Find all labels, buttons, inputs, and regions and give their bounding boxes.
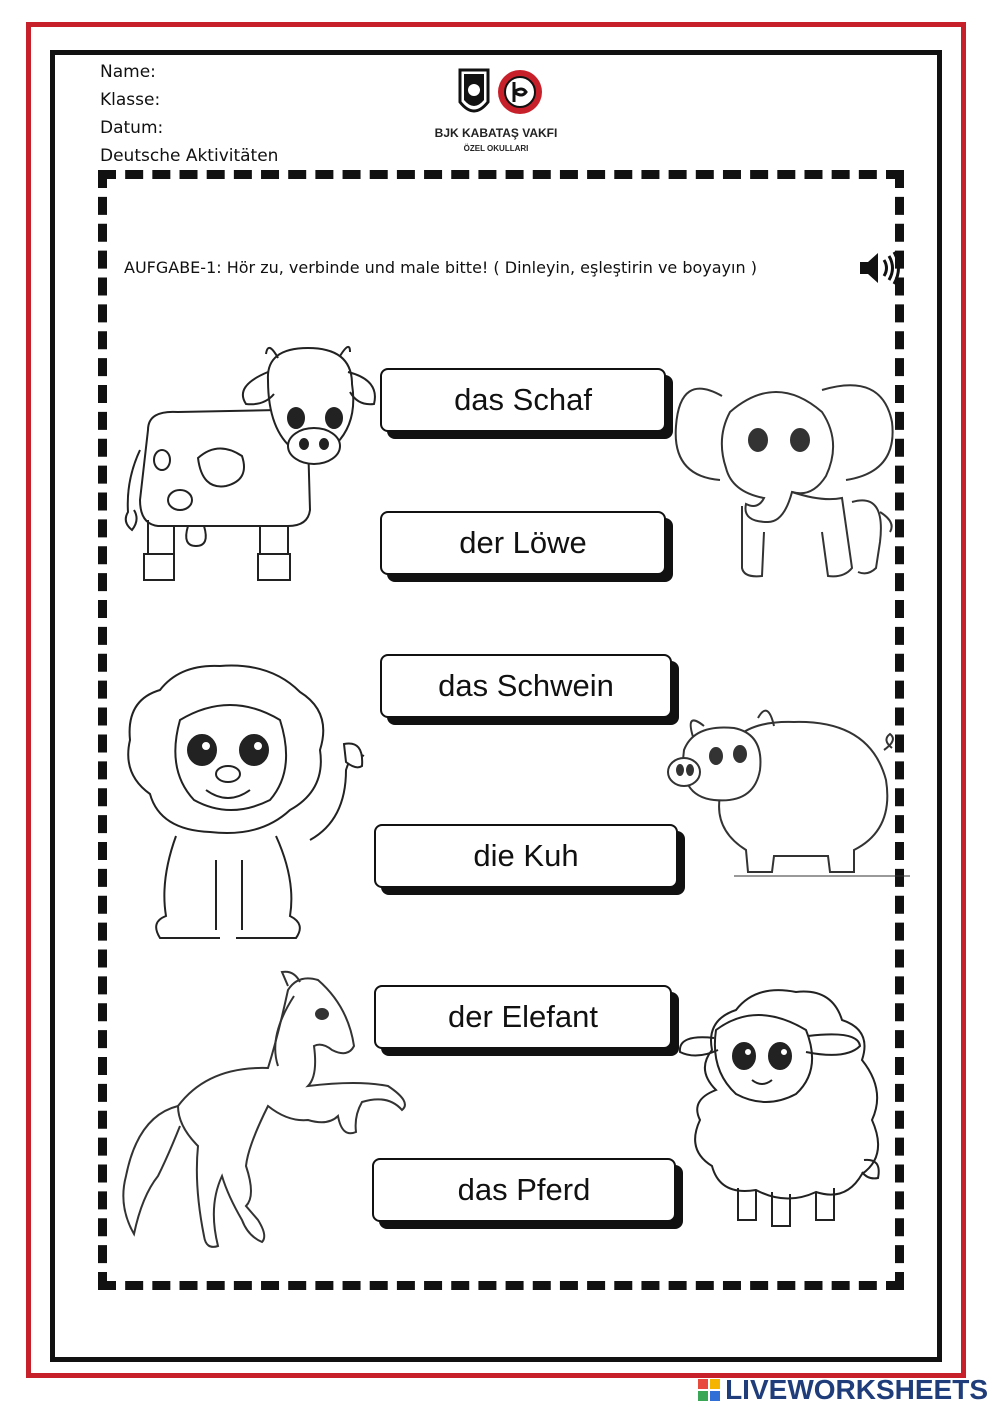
name-field-label: Name: — [100, 62, 156, 82]
sheep-illustration[interactable] — [676, 980, 890, 1234]
word-label: das Schwein — [438, 668, 614, 703]
school-crest-icon — [430, 64, 562, 124]
word-label: das Pferd — [457, 1172, 591, 1207]
word-label: der Elefant — [448, 999, 598, 1034]
lion-illustration[interactable] — [120, 660, 368, 944]
subject-label: Deutsche Aktivitäten — [100, 146, 279, 166]
liveworksheets-logo-icon — [697, 1378, 721, 1402]
school-logo — [430, 64, 562, 160]
horse-illustration[interactable] — [118, 966, 410, 1264]
logo-name: BJK KABATAŞ VAKFI — [434, 126, 558, 140]
word-label: der Löwe — [459, 525, 587, 560]
elephant-illustration[interactable] — [672, 372, 904, 586]
task-instruction: AUFGABE-1: Hör zu, verbinde und male bitte! ( Dinleyin, eşleştirin ve boyayın ) — [124, 258, 757, 277]
brand-label: LIVEWORKSHEETS — [725, 1374, 988, 1405]
word-box-schaf[interactable] — [380, 368, 666, 432]
speaker-icon[interactable] — [856, 248, 902, 288]
pig-illustration[interactable] — [664, 700, 910, 884]
logo-subtitle: ÖZEL OKULLARI — [463, 144, 529, 153]
word-label: das Schaf — [454, 382, 592, 417]
date-field-label: Datum: — [100, 118, 164, 138]
word-box-elefant[interactable] — [374, 985, 672, 1049]
cow-illustration[interactable] — [118, 340, 386, 586]
class-field-label: Klasse: — [100, 90, 161, 110]
word-box-schwein[interactable] — [380, 654, 672, 718]
word-box-pferd[interactable] — [372, 1158, 676, 1222]
word-box-loewe[interactable] — [380, 511, 666, 575]
word-box-kuh[interactable] — [374, 824, 678, 888]
word-label: die Kuh — [473, 838, 579, 873]
liveworksheets-brand[interactable] — [697, 1374, 988, 1406]
